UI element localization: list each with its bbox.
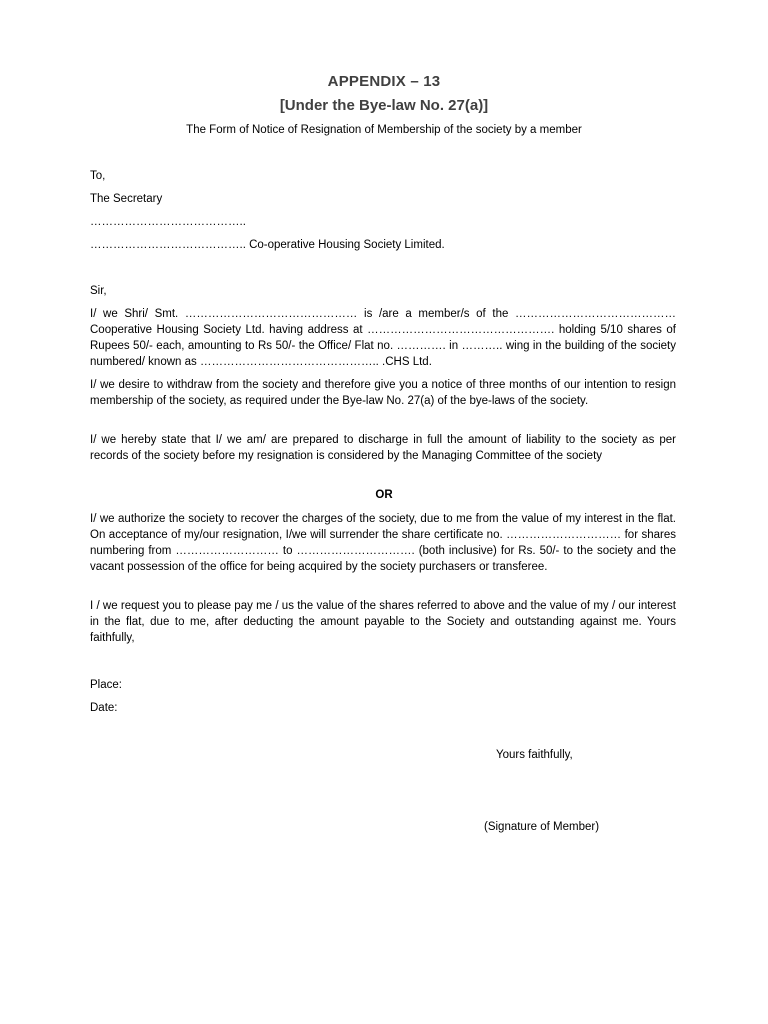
appendix-title: APPENDIX – 13	[327, 73, 441, 90]
paragraph-authorization: I/ we authorize the society to recover the charges of the society, due to me from the value of my interest in the flat. On acceptance of my/our resignation, I/we will surrender the share certificate no. ………………………… for shares numbering from ……………………… to …………………………. (both inclusive) for Rs. 50/- to the society and the vacant possession of the office for being acquired by the society purchasers or transferee.	[90, 513, 676, 573]
address-society-line: ………………………………….. Co-operative Housing Society Limited.	[90, 239, 445, 251]
signature-label: (Signature of Member)	[484, 821, 600, 833]
paragraph-withdrawal-notice: I/ we desire to withdraw from the society and therefore give you a notice of three months of our intention to resign membership of the society, as required under the Bye-law No. 27(a) of the bye-laws of the society.	[90, 379, 676, 407]
place-label: Place:	[90, 679, 122, 691]
paragraph-liability-statement: I/ we hereby state that I/ we am/ are prepared to discharge in full the amount of liability to the society as per records of the society before my resignation is considered by the Managing Committee of the society	[90, 434, 676, 462]
address-to: To,	[90, 170, 106, 182]
paragraph-payment-request: I / we request you to please pay me / us the value of the shares referred to above and the value of my / our interest in the flat, due to me, after deducting the amount payable to the Society and outstanding against me. Yours faithfully,	[90, 600, 676, 644]
paragraph-membership-details: I/ we Shri/ Smt. ……………………………………… is /are a member/s of the …………………………………… Cooperative Housing Society Ltd. having address at …………………………………………. holding 5/10 shares of Rupees 50/- each, amounting to Rs 50/- the Office/ Flat no. …………. in ……….. wing in the building of the society numbered/ known as ……………………………………….. .CHS Ltd.	[90, 308, 676, 368]
address-blank-line: …………………………………..	[90, 216, 246, 228]
salutation: Sir,	[90, 285, 107, 297]
form-title: The Form of Notice of Resignation of Membership of the society by a member	[186, 124, 582, 136]
date-label: Date:	[90, 702, 118, 714]
or-separator: OR	[375, 489, 393, 501]
address-recipient: The Secretary	[90, 193, 163, 205]
byelaw-title: [Under the Bye-law No. 27(a)]	[279, 97, 489, 114]
closing-text: Yours faithfully,	[496, 749, 573, 761]
